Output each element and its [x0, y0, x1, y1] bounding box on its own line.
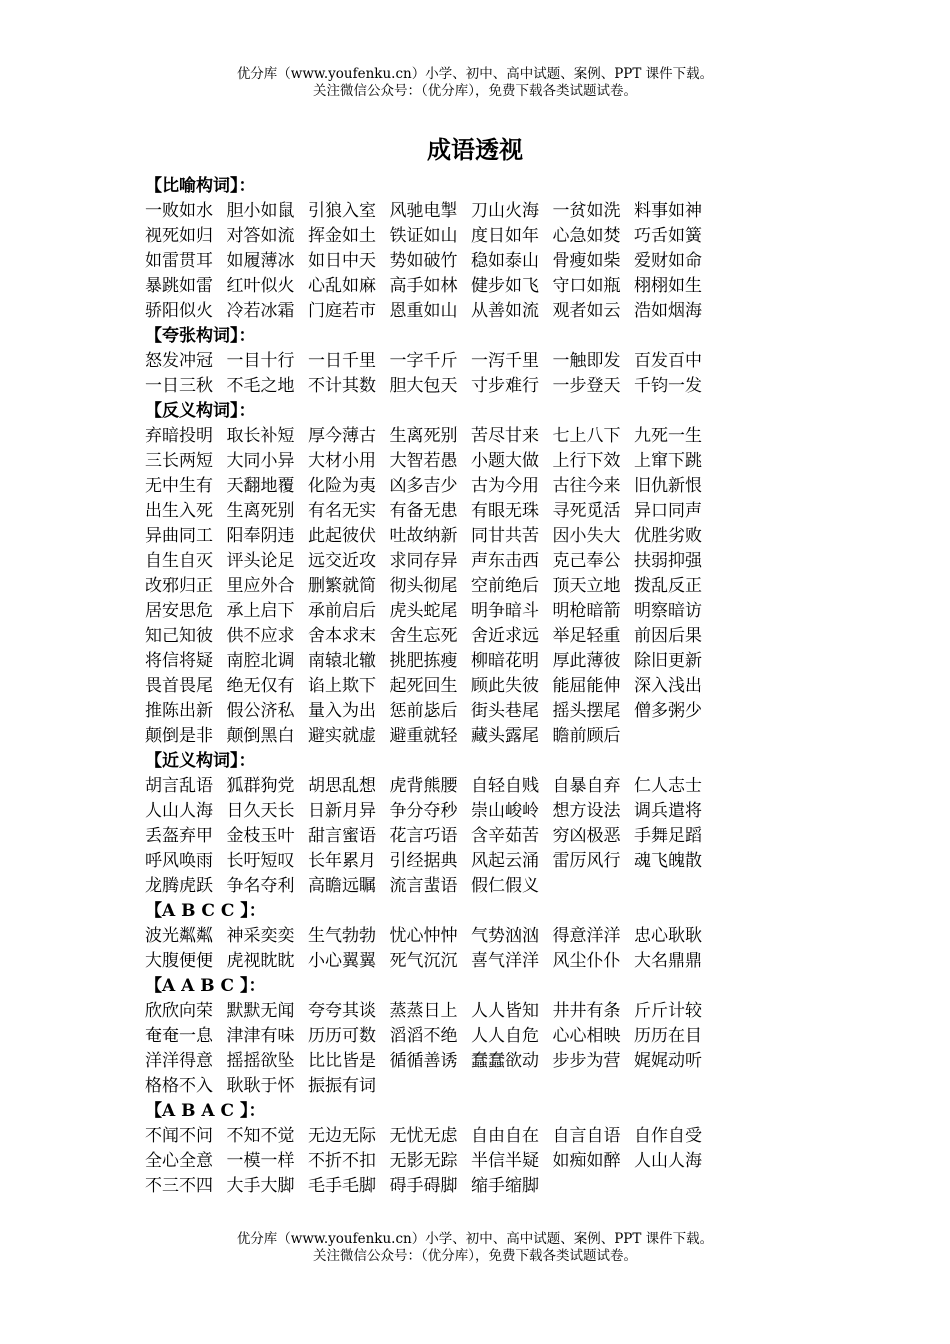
idiom: 上窜下跳: [634, 451, 702, 471]
idiom: 颠倒黑白: [226, 726, 295, 746]
idiom: 心乱如麻: [308, 276, 376, 296]
idiom: 不毛之地: [226, 376, 295, 396]
idiom: 将信将疑: [145, 651, 213, 671]
idiom-row: [145, 799, 845, 824]
idiom: 摇头摆尾: [552, 701, 621, 721]
idiom: 里应外合: [226, 576, 295, 596]
idiom-row: [145, 724, 845, 749]
idiom: 挑肥拣瘦: [389, 651, 458, 671]
idiom: 如痴如醉: [552, 1151, 621, 1171]
idiom: 穷凶极恶: [552, 826, 621, 846]
idiom: 长年累月: [308, 851, 376, 871]
idiom: 夸夸其谈: [308, 1001, 376, 1021]
idiom: 有名无实: [308, 501, 376, 521]
idiom: 振振有词: [308, 1076, 376, 1096]
idiom-row: [145, 849, 845, 874]
idiom: 料事如神: [634, 201, 702, 221]
idiom: 争名夺利: [226, 876, 295, 896]
idiom: 南腔北调: [226, 651, 295, 671]
idiom: 含辛茹苦: [471, 826, 539, 846]
idiom: 承上启下: [226, 601, 295, 621]
idiom-section: [145, 1099, 845, 1199]
idiom: 阳奉阴违: [226, 526, 295, 546]
idiom-row: [145, 249, 845, 274]
idiom-row: [145, 449, 845, 474]
idiom-row: [145, 924, 845, 949]
idiom-row: [145, 374, 845, 399]
idiom: 大腹便便: [145, 951, 213, 971]
idiom: 无影无踪: [389, 1151, 458, 1171]
idiom: 如日中天: [308, 251, 376, 271]
idiom: 崇山峻岭: [471, 801, 539, 821]
idiom: 喜气洋洋: [471, 951, 539, 971]
idiom: 人山人海: [145, 801, 213, 821]
idiom-row: [145, 574, 845, 599]
idiom: 居安思危: [145, 601, 213, 621]
idiom: 风尘仆仆: [552, 951, 621, 971]
idiom-row: [145, 474, 845, 499]
idiom: 起死回生: [389, 676, 458, 696]
idiom: 千钧一发: [634, 376, 702, 396]
idiom: 巧舌如簧: [634, 226, 702, 246]
idiom: 无中生有: [145, 476, 213, 496]
idiom: 能屈能伸: [552, 676, 621, 696]
idiom-row: [145, 1174, 845, 1199]
idiom: 明争暗斗: [471, 601, 539, 621]
idiom: 求同存异: [389, 551, 458, 571]
idiom: 推陈出新: [145, 701, 213, 721]
idiom: 百发百中: [634, 351, 702, 371]
idiom: 长吁短叹: [226, 851, 295, 871]
idiom: 一目十行: [226, 351, 295, 371]
idiom: 生气勃勃: [308, 926, 376, 946]
idiom: 大材小用: [308, 451, 376, 471]
idiom: 呼风唤雨: [145, 851, 213, 871]
idiom: 取长补短: [226, 426, 295, 446]
idiom-section: [145, 174, 845, 324]
idiom: 僧多粥少: [634, 701, 702, 721]
idiom: 雷厉风行: [552, 851, 621, 871]
idiom: 人人皆知: [471, 1001, 539, 1021]
idiom: 自作自受: [634, 1126, 702, 1146]
idiom: 厚今薄古: [308, 426, 376, 446]
idiom: 想方设法: [552, 801, 621, 821]
idiom: 冷若冰霜: [226, 301, 295, 321]
idiom: 此起彼伏: [308, 526, 376, 546]
idiom: 半信半疑: [471, 1151, 539, 1171]
idiom: 仁人志士: [634, 776, 702, 796]
idiom-row: [145, 274, 845, 299]
idiom: 死气沉沉: [389, 951, 458, 971]
idiom: 骄阳似火: [145, 301, 213, 321]
idiom: 欣欣向荣: [145, 1001, 213, 1021]
idiom: 举足轻重: [552, 626, 621, 646]
idiom-section: [145, 749, 845, 899]
idiom: 化险为夷: [308, 476, 376, 496]
idiom: 不三不四: [145, 1176, 213, 1196]
idiom: 栩栩如生: [634, 276, 702, 296]
idiom-section: [145, 899, 845, 974]
idiom: 南辕北辙: [308, 651, 376, 671]
idiom-row: [145, 1024, 845, 1049]
idiom: 生离死别: [389, 426, 458, 446]
idiom: 摇摇欲坠: [226, 1051, 295, 1071]
idiom: 畏首畏尾: [145, 676, 213, 696]
header-line-2: 关注微信公众号：（优分库），免费下载各类试题试卷。: [313, 83, 637, 99]
idiom: 不知不觉: [226, 1126, 295, 1146]
idiom: 自言自语: [552, 1126, 621, 1146]
idiom: 无忧无虑: [389, 1126, 458, 1146]
idiom: 前因后果: [634, 626, 702, 646]
section-title: 【A A B C 】：: [145, 976, 266, 996]
idiom: 供不应求: [226, 626, 295, 646]
idiom: 门庭若市: [308, 301, 376, 321]
idiom: 高瞻远瞩: [308, 876, 376, 896]
idiom: 恩重如山: [389, 301, 458, 321]
idiom: 气势汹汹: [471, 926, 539, 946]
idiom: 谄上欺下: [308, 676, 376, 696]
idiom: 守口如瓶: [552, 276, 621, 296]
idiom: 深入浅出: [634, 676, 702, 696]
idiom: 改邪归正: [145, 576, 213, 596]
idiom-row: [145, 649, 845, 674]
idiom-row: [145, 1074, 845, 1099]
idiom: 虎头蛇尾: [389, 601, 458, 621]
idiom: 流言蜚语: [389, 876, 458, 896]
idiom-row: [145, 299, 845, 324]
idiom: 假仁假义: [471, 876, 539, 896]
idiom-row: [145, 349, 845, 374]
idiom: 凶多吉少: [389, 476, 458, 496]
idiom: 步步为营: [552, 1051, 621, 1071]
idiom: 人山人海: [634, 1151, 702, 1171]
idiom: 绝无仅有: [226, 676, 295, 696]
idiom: 出生入死: [145, 501, 213, 521]
idiom: 耿耿于怀: [226, 1076, 295, 1096]
document-title: 成语透视: [427, 135, 523, 164]
idiom: 舍生忘死: [389, 626, 458, 646]
idiom-row: [145, 1149, 845, 1174]
idiom: 循循善诱: [389, 1051, 458, 1071]
idiom: 古为今用: [471, 476, 539, 496]
idiom: 度日如年: [471, 226, 539, 246]
idiom: 柳暗花明: [471, 651, 539, 671]
idiom: 引经据典: [389, 851, 458, 871]
footer-line-1: 优分库（www.youfenku.cn）小学、初中、高中试题、案例、PPT 课件下载。: [236, 1231, 714, 1247]
idiom: 生离死别: [226, 501, 295, 521]
idiom: 声东击西: [471, 551, 539, 571]
idiom: 一日三秋: [145, 376, 213, 396]
idiom: 旧仇新恨: [634, 476, 702, 496]
idiom: 魂飞魄散: [634, 851, 702, 871]
idiom: 娓娓动听: [634, 1051, 702, 1071]
idiom: 怒发冲冠: [145, 351, 213, 371]
idiom: 异曲同工: [145, 526, 213, 546]
idiom: 比比皆是: [308, 1051, 376, 1071]
idiom: 空前绝后: [471, 576, 539, 596]
idiom: 花言巧语: [389, 826, 458, 846]
idiom: 天翻地覆: [226, 476, 295, 496]
idiom-content: [145, 174, 845, 1199]
idiom: 不闻不问: [145, 1126, 213, 1146]
idiom: 默默无闻: [226, 1001, 295, 1021]
idiom: 藏头露尾: [471, 726, 539, 746]
idiom: 丢盔弃甲: [145, 826, 213, 846]
idiom-section: [145, 399, 845, 749]
section-title: 【A B C C 】：: [145, 901, 266, 921]
idiom: 承前启后: [308, 601, 376, 621]
idiom: 红叶似火: [226, 276, 295, 296]
page-footer: [0, 1231, 950, 1265]
idiom: 一贫如洗: [552, 201, 621, 221]
idiom: 一日千里: [308, 351, 376, 371]
idiom: 舍本求末: [308, 626, 376, 646]
idiom: 因小失大: [552, 526, 621, 546]
idiom-row: [145, 499, 845, 524]
idiom: 弃暗投明: [145, 426, 213, 446]
idiom: 得意洋洋: [552, 926, 621, 946]
idiom: 洋洋得意: [145, 1051, 213, 1071]
idiom: 一模一样: [226, 1151, 295, 1171]
idiom: 对答如流: [226, 226, 295, 246]
idiom: 小心翼翼: [308, 951, 376, 971]
idiom: 胡思乱想: [308, 776, 376, 796]
idiom: 远交近攻: [308, 551, 376, 571]
idiom: 风起云涌: [471, 851, 539, 871]
section-title: 【A B A C 】：: [145, 1101, 266, 1121]
idiom: 古往今来: [552, 476, 621, 496]
page-header: [0, 66, 950, 100]
idiom: 津津有味: [226, 1026, 295, 1046]
idiom: 彻头彻尾: [389, 576, 458, 596]
idiom: 小题大做: [471, 451, 539, 471]
idiom: 稳如泰山: [471, 251, 539, 271]
idiom-row: [145, 949, 845, 974]
idiom: 除旧更新: [634, 651, 702, 671]
idiom: 寻死觅活: [552, 501, 621, 521]
idiom: 自生自灭: [145, 551, 213, 571]
idiom: 不计其数: [308, 376, 376, 396]
idiom: 视死如归: [145, 226, 213, 246]
idiom: 拨乱反正: [634, 576, 702, 596]
idiom: 神采奕奕: [226, 926, 295, 946]
idiom: 如履薄冰: [226, 251, 295, 271]
idiom: 金枝玉叶: [226, 826, 295, 846]
idiom: 甜言蜜语: [308, 826, 376, 846]
idiom: 奄奄一息: [145, 1026, 213, 1046]
idiom: 有备无患: [389, 501, 458, 521]
idiom: 评头论足: [226, 551, 295, 571]
idiom: 日久天长: [226, 801, 295, 821]
idiom: 一败如水: [145, 201, 213, 221]
idiom: 大智若愚: [389, 451, 458, 471]
idiom: 明枪暗箭: [552, 601, 621, 621]
idiom-row: [145, 524, 845, 549]
idiom: 顶天立地: [552, 576, 621, 596]
idiom: 避实就虚: [308, 726, 376, 746]
idiom-row: [145, 549, 845, 574]
idiom: 吐故纳新: [389, 526, 458, 546]
idiom: 浩如烟海: [634, 301, 702, 321]
idiom: 九死一生: [634, 426, 702, 446]
idiom: 争分夺秒: [389, 801, 458, 821]
idiom: 历历可数: [308, 1026, 376, 1046]
idiom-row: [145, 1124, 845, 1149]
idiom: 日新月异: [308, 801, 376, 821]
idiom: 一字千斤: [389, 351, 458, 371]
idiom: 克己奉公: [552, 551, 621, 571]
idiom-row: [145, 699, 845, 724]
idiom-section: [145, 324, 845, 399]
idiom: 井井有条: [552, 1001, 621, 1021]
idiom-row: [145, 599, 845, 624]
section-title: 【近义构词】：: [145, 751, 256, 771]
idiom: 知己知彼: [145, 626, 213, 646]
idiom: 大同小异: [226, 451, 295, 471]
idiom: 扶弱抑强: [634, 551, 702, 571]
idiom-row: [145, 1049, 845, 1074]
idiom: 删繁就简: [308, 576, 376, 596]
idiom: 格格不入: [145, 1076, 213, 1096]
section-title: 【夸张构词】：: [145, 326, 256, 346]
idiom: 虎视眈眈: [226, 951, 295, 971]
idiom: 顾此失彼: [471, 676, 539, 696]
idiom: 街头巷尾: [471, 701, 539, 721]
header-line-1: 优分库（www.youfenku.cn）小学、初中、高中试题、案例、PPT 课件下载。: [236, 66, 714, 82]
idiom: 碍手碍脚: [389, 1176, 458, 1196]
idiom: 调兵遣将: [634, 801, 702, 821]
idiom: 胡言乱语: [145, 776, 213, 796]
idiom-row: [145, 824, 845, 849]
idiom: 胆小如鼠: [226, 201, 295, 221]
idiom: 惩前毖后: [389, 701, 458, 721]
idiom: 狐群狗党: [226, 776, 295, 796]
idiom: 上行下效: [552, 451, 621, 471]
idiom-row: [145, 674, 845, 699]
idiom: 缩手缩脚: [471, 1176, 539, 1196]
idiom: 手舞足蹈: [634, 826, 702, 846]
idiom: 自轻自贱: [471, 776, 539, 796]
idiom: 铁证如山: [389, 226, 458, 246]
idiom: 优胜劣败: [634, 526, 702, 546]
idiom: 斤斤计较: [634, 1001, 702, 1021]
idiom: 从善如流: [471, 301, 539, 321]
idiom-row: [145, 874, 845, 899]
idiom: 大手大脚: [226, 1176, 295, 1196]
idiom: 势如破竹: [389, 251, 458, 271]
idiom: 暴跳如雷: [145, 276, 213, 296]
idiom: 寸步难行: [471, 376, 539, 396]
idiom: 爱财如命: [634, 251, 702, 271]
idiom: 蒸蒸日上: [389, 1001, 458, 1021]
idiom: 健步如飞: [471, 276, 539, 296]
idiom-row: [145, 224, 845, 249]
idiom: 异口同声: [634, 501, 702, 521]
idiom: 波光粼粼: [145, 926, 213, 946]
idiom: 人人自危: [471, 1026, 539, 1046]
idiom: 三长两短: [145, 451, 213, 471]
idiom: 不折不扣: [308, 1151, 376, 1171]
idiom: 忧心忡忡: [389, 926, 458, 946]
idiom: 一触即发: [552, 351, 621, 371]
idiom: 苦尽甘来: [471, 426, 539, 446]
idiom: 忠心耿耿: [634, 926, 702, 946]
idiom: 一泻千里: [471, 351, 539, 371]
idiom: 舍近求远: [471, 626, 539, 646]
idiom-row: [145, 424, 845, 449]
idiom-row: [145, 999, 845, 1024]
idiom: 大名鼎鼎: [634, 951, 702, 971]
idiom: 一步登天: [552, 376, 621, 396]
section-title: 【比喻构词】：: [145, 176, 256, 196]
idiom: 假公济私: [226, 701, 295, 721]
idiom: 高手如林: [389, 276, 458, 296]
idiom: 避重就轻: [389, 726, 458, 746]
idiom: 厚此薄彼: [552, 651, 621, 671]
idiom: 瞻前顾后: [552, 726, 621, 746]
idiom: 虎背熊腰: [389, 776, 458, 796]
idiom: 骨瘦如柴: [552, 251, 621, 271]
idiom: 引狼入室: [308, 201, 376, 221]
idiom-row: [145, 624, 845, 649]
idiom-row: [145, 199, 845, 224]
section-title: 【反义构词】：: [145, 401, 256, 421]
idiom: 蠢蠢欲动: [471, 1051, 539, 1071]
idiom: 无边无际: [308, 1126, 376, 1146]
idiom: 自暴自弃: [552, 776, 621, 796]
idiom-row: [145, 774, 845, 799]
idiom: 如雷贯耳: [145, 251, 213, 271]
idiom: 龙腾虎跃: [145, 876, 213, 896]
idiom: 风驰电掣: [389, 201, 458, 221]
idiom: 毛手毛脚: [308, 1176, 376, 1196]
idiom: 全心全意: [145, 1151, 213, 1171]
idiom: 七上八下: [552, 426, 621, 446]
idiom: 量入为出: [308, 701, 376, 721]
idiom: 自由自在: [471, 1126, 539, 1146]
idiom: 历历在目: [634, 1026, 702, 1046]
idiom: 颠倒是非: [145, 726, 213, 746]
idiom-section: [145, 974, 845, 1099]
idiom: 同甘共苦: [471, 526, 539, 546]
idiom: 胆大包天: [389, 376, 458, 396]
idiom: 刀山火海: [471, 201, 539, 221]
idiom: 明察暗访: [634, 601, 702, 621]
idiom: 心心相映: [552, 1026, 621, 1046]
idiom: 滔滔不绝: [389, 1026, 458, 1046]
idiom: 挥金如土: [308, 226, 376, 246]
idiom: 心急如焚: [552, 226, 621, 246]
idiom: 观者如云: [552, 301, 621, 321]
footer-line-2: 关注微信公众号：（优分库），免费下载各类试题试卷。: [313, 1248, 637, 1264]
idiom: 有眼无珠: [471, 501, 539, 521]
